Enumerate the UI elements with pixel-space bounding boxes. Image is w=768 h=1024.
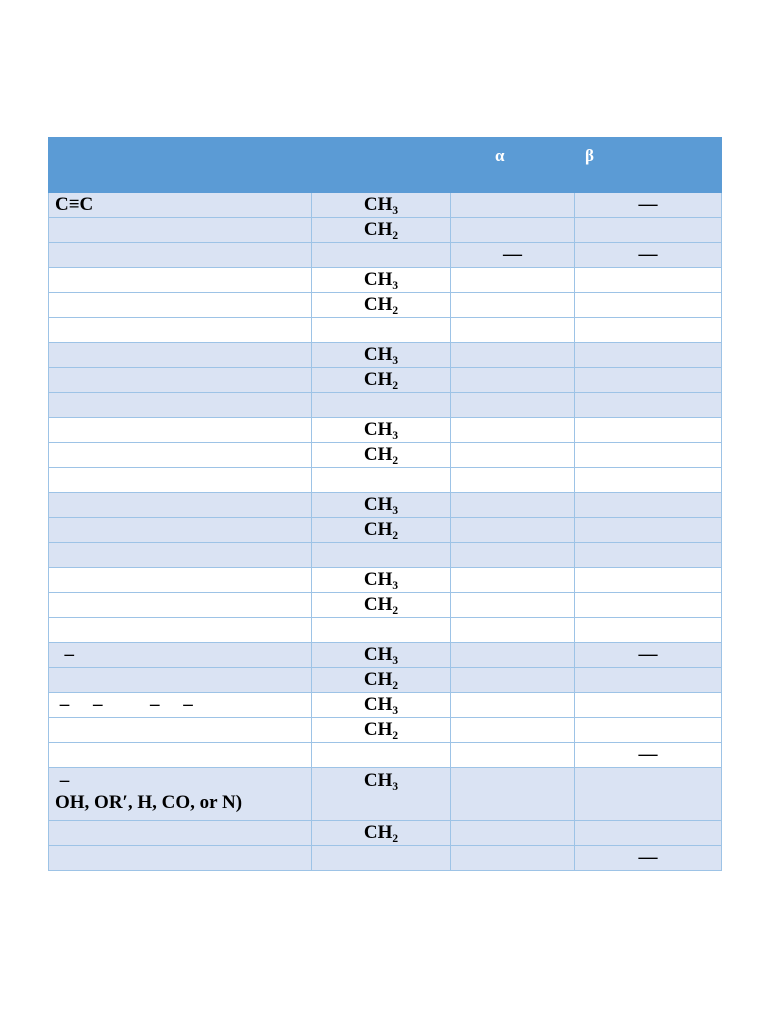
cell-beta xyxy=(575,768,722,821)
cell-substituent xyxy=(49,318,312,343)
cell-group xyxy=(312,846,451,871)
cell-group xyxy=(312,618,451,643)
cell-beta xyxy=(575,293,722,318)
table-row xyxy=(49,768,722,821)
cell-alpha xyxy=(451,743,575,768)
cell-group: CH₂ xyxy=(312,593,451,618)
cell-substituent: C≡C xyxy=(49,193,312,218)
header-alpha xyxy=(451,138,575,193)
table-row xyxy=(49,218,722,243)
cell-group xyxy=(312,743,451,768)
cell-alpha xyxy=(451,368,575,393)
cell-beta xyxy=(575,418,722,443)
cell-group xyxy=(312,468,451,493)
cell-alpha xyxy=(451,618,575,643)
cell-substituent xyxy=(49,493,312,518)
table-row xyxy=(49,568,722,593)
table-row xyxy=(49,668,722,693)
cell-substituent xyxy=(49,768,312,821)
header-beta-label: β xyxy=(585,146,594,165)
cell-beta xyxy=(575,618,722,643)
table-row xyxy=(49,393,722,418)
header-alpha-label: α xyxy=(495,146,505,165)
cell-substituent xyxy=(49,618,312,643)
cell-beta xyxy=(575,821,722,846)
cell-substituent xyxy=(49,393,312,418)
cell-alpha xyxy=(451,518,575,543)
table-row xyxy=(49,718,722,743)
cell-group: CH₂ xyxy=(312,443,451,468)
cell-substituent xyxy=(49,218,312,243)
substituent-line-2: OH, OR′, H, CO, or N) xyxy=(55,792,243,813)
cell-alpha xyxy=(451,668,575,693)
cell-beta xyxy=(575,318,722,343)
cell-alpha xyxy=(451,493,575,518)
cell-alpha xyxy=(451,718,575,743)
cell-group xyxy=(312,393,451,418)
cell-alpha xyxy=(451,443,575,468)
cell-beta xyxy=(575,268,722,293)
cell-group: CH₂ xyxy=(312,518,451,543)
cell-alpha xyxy=(451,193,575,218)
cell-group: CH₃ xyxy=(312,193,451,218)
table-row xyxy=(49,618,722,643)
cell-group: CH₃ xyxy=(312,693,451,718)
cell-substituent xyxy=(49,243,312,268)
cell-substituent xyxy=(49,568,312,593)
cell-group: CH₃ xyxy=(312,268,451,293)
table-row xyxy=(49,443,722,468)
table-row xyxy=(49,821,722,846)
cell-alpha xyxy=(451,693,575,718)
cell-substituent: – xyxy=(49,643,312,668)
cell-substituent xyxy=(49,293,312,318)
table-body xyxy=(49,193,722,871)
cell-alpha xyxy=(451,821,575,846)
cell-group: CH₃ xyxy=(312,343,451,368)
cell-beta xyxy=(575,343,722,368)
cell-alpha xyxy=(451,643,575,668)
cell-alpha xyxy=(451,768,575,821)
cell-group: CH₂ xyxy=(312,293,451,318)
cell-beta: — xyxy=(575,643,722,668)
cell-group xyxy=(312,243,451,268)
cell-beta xyxy=(575,518,722,543)
cell-group: CH₂ xyxy=(312,218,451,243)
header-group xyxy=(312,138,451,193)
header-substituent xyxy=(49,138,312,193)
table-row xyxy=(49,846,722,871)
cell-alpha xyxy=(451,593,575,618)
cell-substituent xyxy=(49,593,312,618)
cell-alpha xyxy=(451,543,575,568)
cell-group xyxy=(312,318,451,343)
table-row xyxy=(49,518,722,543)
cell-group: CH₃ xyxy=(312,768,451,821)
header-beta xyxy=(575,138,722,193)
cell-group: CH₃ xyxy=(312,568,451,593)
cell-alpha xyxy=(451,393,575,418)
cell-substituent xyxy=(49,268,312,293)
cell-group: CH₃ xyxy=(312,418,451,443)
table-row xyxy=(49,543,722,568)
cell-alpha xyxy=(451,568,575,593)
cell-beta xyxy=(575,468,722,493)
table-row xyxy=(49,243,722,268)
cell-beta xyxy=(575,593,722,618)
cell-group: CH₃ xyxy=(312,643,451,668)
cell-substituent xyxy=(49,743,312,768)
table-row xyxy=(49,643,722,668)
cell-alpha xyxy=(451,846,575,871)
cell-alpha xyxy=(451,343,575,368)
cell-beta: — xyxy=(575,846,722,871)
cell-beta: — xyxy=(575,243,722,268)
table-row xyxy=(49,268,722,293)
table-row xyxy=(49,318,722,343)
substituent-line-1: – xyxy=(55,770,70,791)
cell-substituent xyxy=(49,718,312,743)
cell-alpha xyxy=(451,468,575,493)
cell-beta xyxy=(575,568,722,593)
cell-beta xyxy=(575,443,722,468)
cell-beta xyxy=(575,668,722,693)
shift-table xyxy=(48,137,722,871)
cell-substituent xyxy=(49,468,312,493)
cell-group: CH₂ xyxy=(312,821,451,846)
cell-group: CH₂ xyxy=(312,668,451,693)
cell-group: CH₂ xyxy=(312,718,451,743)
table-row xyxy=(49,593,722,618)
cell-substituent xyxy=(49,343,312,368)
cell-substituent xyxy=(49,518,312,543)
table-row xyxy=(49,193,722,218)
cell-alpha xyxy=(451,218,575,243)
cell-substituent xyxy=(49,443,312,468)
cell-substituent: – – – – xyxy=(49,693,312,718)
table-row xyxy=(49,293,722,318)
cell-beta xyxy=(575,543,722,568)
cell-substituent xyxy=(49,543,312,568)
cell-beta xyxy=(575,493,722,518)
cell-beta xyxy=(575,368,722,393)
cell-beta xyxy=(575,218,722,243)
cell-group: CH₂ xyxy=(312,368,451,393)
cell-beta xyxy=(575,693,722,718)
cell-group xyxy=(312,543,451,568)
cell-substituent xyxy=(49,418,312,443)
table-row xyxy=(49,368,722,393)
table-row xyxy=(49,693,722,718)
cell-alpha xyxy=(451,293,575,318)
table-header-row xyxy=(49,138,722,193)
cell-beta: — xyxy=(575,193,722,218)
cell-alpha: — xyxy=(451,243,575,268)
cell-beta: — xyxy=(575,743,722,768)
table-row xyxy=(49,493,722,518)
shift-table-container xyxy=(48,137,721,871)
cell-substituent xyxy=(49,368,312,393)
cell-group: CH₃ xyxy=(312,493,451,518)
table-row xyxy=(49,468,722,493)
cell-alpha xyxy=(451,268,575,293)
cell-substituent xyxy=(49,668,312,693)
cell-alpha xyxy=(451,318,575,343)
cell-substituent xyxy=(49,846,312,871)
table-row xyxy=(49,743,722,768)
cell-beta xyxy=(575,718,722,743)
table-row xyxy=(49,343,722,368)
cell-beta xyxy=(575,393,722,418)
table-row xyxy=(49,418,722,443)
cell-substituent xyxy=(49,821,312,846)
cell-alpha xyxy=(451,418,575,443)
